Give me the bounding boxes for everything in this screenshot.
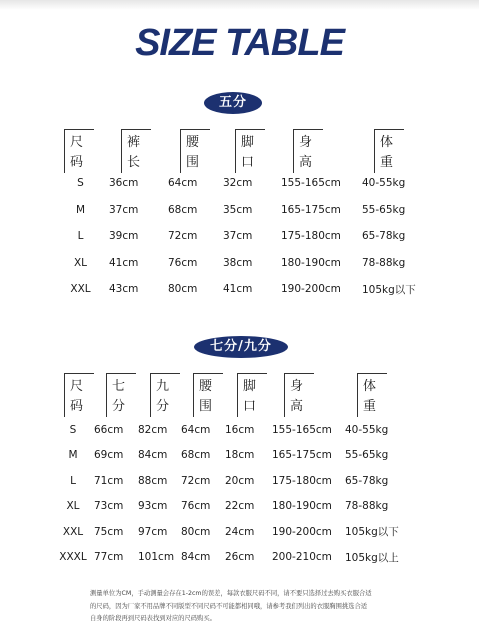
measurement-cell: 97cm — [138, 525, 168, 538]
measurement-cell: 72cm — [181, 474, 211, 487]
table-row — [52, 417, 425, 443]
measurement-cell: 80cm — [168, 283, 198, 296]
column-header — [193, 373, 223, 417]
measurement-cell: 88cm — [138, 474, 168, 487]
column-header-char: 高 — [290, 399, 304, 414]
column-header-char: 分 — [112, 399, 126, 414]
measurement-cell: 84cm — [181, 551, 211, 564]
size-table-five-quarter — [52, 170, 432, 303]
measurement-cell: 78-88kg — [345, 500, 389, 513]
measurement-cell: 72cm — [168, 230, 198, 243]
measurement-cell: 35cm — [223, 203, 253, 216]
size-table-seven-nine — [52, 417, 425, 570]
column-header-char: 分 — [156, 399, 170, 414]
column-header-char: 围 — [186, 155, 200, 170]
column-header — [150, 373, 180, 417]
measurement-cell: 93cm — [138, 500, 168, 513]
column-header-char: 尺 — [70, 135, 84, 150]
measurement-cell: 32cm — [223, 177, 253, 190]
measurement-cell: 105kg以上 — [345, 551, 399, 564]
measurement-cell: 22cm — [225, 500, 255, 513]
measurement-cell: 80cm — [181, 525, 211, 538]
measurement-cell: 175-180cm — [272, 474, 332, 487]
measurement-cell: 26cm — [225, 551, 255, 564]
column-header-char: 尺 — [70, 379, 84, 394]
measurement-cell: 37cm — [109, 203, 139, 216]
column-header-char: 体 — [363, 379, 377, 394]
measurement-cell: 24cm — [225, 525, 255, 538]
measurement-cell: 180-190cm — [272, 500, 332, 513]
table-row — [52, 197, 432, 224]
footnote-line: 自身的阶段再到尺码表找到对应的尺码购买。 — [90, 615, 216, 622]
size-cell: L — [77, 230, 84, 243]
measurement-cell: 71cm — [94, 474, 124, 487]
measurement-cell: 75cm — [94, 525, 124, 538]
measurement-cell: 66cm — [94, 423, 124, 436]
measurement-cell: 78-88kg — [362, 256, 406, 269]
section-label-seven-nine: 七分/九分 — [194, 336, 288, 358]
column-header — [237, 373, 267, 417]
measurement-cell: 77cm — [94, 551, 124, 564]
table-row — [52, 223, 432, 250]
table-row — [52, 250, 432, 277]
table-row — [52, 519, 425, 545]
column-header — [284, 373, 314, 417]
column-header — [357, 373, 387, 417]
measurement-cell: 175-180cm — [281, 230, 341, 243]
column-header — [374, 129, 404, 173]
measurement-cell: 76cm — [168, 256, 198, 269]
column-header — [235, 129, 265, 173]
column-header — [180, 129, 210, 173]
measurement-cell: 84cm — [138, 449, 168, 462]
size-cell: M — [68, 449, 78, 462]
measurement-cell: 18cm — [225, 449, 255, 462]
measurement-cell: 40-55kg — [362, 177, 406, 190]
column-header — [106, 373, 136, 417]
measurement-cell: 82cm — [138, 423, 168, 436]
measurement-cell: 55-65kg — [362, 203, 406, 216]
footnote — [90, 588, 420, 626]
measurement-cell: 155-165cm — [281, 177, 341, 190]
column-header-char: 七 — [112, 379, 126, 394]
column-header-char: 脚 — [243, 379, 257, 394]
column-header-char: 码 — [70, 155, 84, 170]
measurement-cell: 200-210cm — [272, 551, 332, 564]
measurement-cell: 68cm — [181, 449, 211, 462]
measurement-cell: 155-165cm — [272, 423, 332, 436]
footnote-line: 的尺码，因为厂家不用品牌不同版型不同尺码不可能都相同哦，请参考我们列出的衣服胸围挑选合适 — [90, 602, 368, 610]
measurement-cell: 38cm — [223, 256, 253, 269]
column-header-char: 长 — [127, 155, 141, 170]
measurement-cell: 105kg以下 — [362, 283, 416, 296]
size-cell: XL — [66, 500, 80, 513]
size-cell: XXXL — [59, 551, 87, 564]
measurement-cell: 64cm — [181, 423, 211, 436]
column-header — [64, 373, 94, 417]
section-label-five-quarter: 五分 — [204, 92, 262, 114]
measurement-cell: 165-175cm — [281, 203, 341, 216]
size-cell: M — [75, 203, 86, 216]
size-cell: L — [70, 474, 76, 487]
measurement-cell: 101cm — [138, 551, 175, 564]
measurement-cell: 165-175cm — [272, 449, 332, 462]
measurement-cell: 180-190cm — [281, 256, 341, 269]
size-cell: S — [69, 423, 77, 436]
column-header — [121, 129, 151, 173]
measurement-cell: 65-78kg — [345, 474, 389, 487]
table-row — [52, 468, 425, 494]
measurement-cell: 36cm — [109, 177, 139, 190]
measurement-cell: 43cm — [109, 283, 139, 296]
column-header-char: 脚 — [241, 135, 255, 150]
footnote-line: 测量单位为CM，手动测量会存在1-2cm的误差，每款衣服尺码不同，请不要只选择过去购买衣服合适 — [90, 590, 372, 597]
size-cell: XXL — [62, 525, 84, 538]
column-header-char: 重 — [363, 399, 377, 414]
column-header-char: 口 — [241, 155, 255, 170]
column-header-char: 围 — [199, 399, 213, 414]
column-header-char: 重 — [380, 155, 394, 170]
measurement-cell: 68cm — [168, 203, 198, 216]
measurement-cell: 16cm — [225, 423, 255, 436]
measurement-cell: 65-78kg — [362, 230, 406, 243]
column-header-char: 码 — [70, 399, 84, 414]
measurement-cell: 64cm — [168, 177, 198, 190]
column-header-char: 身 — [299, 135, 313, 150]
column-header-char: 裤 — [127, 135, 141, 150]
measurement-cell: 105kg以下 — [345, 526, 399, 539]
measurement-cell: 190-200cm — [281, 283, 341, 296]
measurement-cell: 37cm — [223, 230, 253, 243]
measurement-cell: 39cm — [109, 230, 139, 243]
measurement-cell: 76cm — [181, 500, 211, 513]
column-header-char: 身 — [290, 379, 304, 394]
column-header — [64, 129, 94, 173]
table-row — [52, 170, 432, 197]
column-header — [293, 129, 323, 173]
table-row — [52, 545, 425, 571]
measurement-cell: 41cm — [109, 256, 139, 269]
column-header-char: 口 — [243, 399, 257, 414]
table-row — [52, 443, 425, 469]
top-shadow — [0, 0, 479, 10]
measurement-cell: 190-200cm — [272, 525, 332, 538]
page-title: SIZE TABLE — [135, 22, 344, 64]
measurement-cell: 20cm — [225, 474, 255, 487]
column-header-char: 九 — [156, 379, 170, 394]
size-cell: XL — [73, 256, 88, 269]
size-cell: XXL — [70, 283, 91, 296]
measurement-cell: 69cm — [94, 449, 124, 462]
table-row — [52, 494, 425, 520]
size-cell: S — [77, 177, 84, 190]
table-row — [52, 276, 432, 303]
column-header-char: 高 — [299, 155, 313, 170]
measurement-cell: 55-65kg — [345, 449, 389, 462]
column-header-char: 腰 — [199, 379, 213, 394]
column-header-char: 体 — [380, 135, 394, 150]
measurement-cell: 40-55kg — [345, 423, 389, 436]
column-header-char: 腰 — [186, 135, 200, 150]
measurement-cell: 41cm — [223, 283, 253, 296]
measurement-cell: 73cm — [94, 500, 124, 513]
